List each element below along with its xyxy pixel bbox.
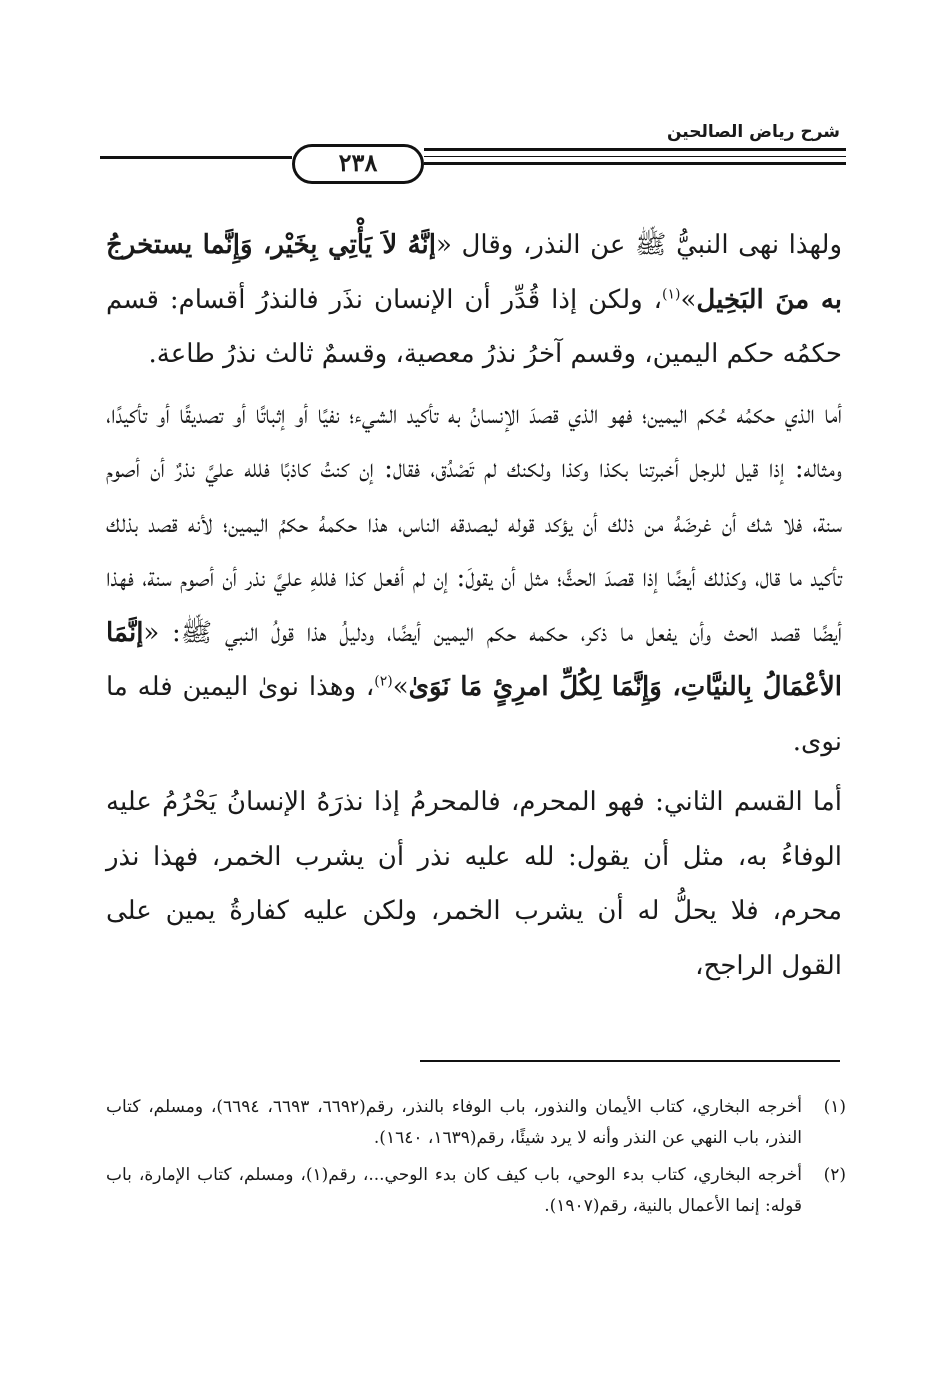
paragraph-3: أما القسم الثاني: فهو المحرم، فالمحرمُ إذا نذرَهُ الإنسانُ يَحْرُمُ عليه الوفاءُ به، مثل أن يقول: لله عليه نذر أن يشرب الخمر، فهذا نذر محرم، فلا يحلُّ له أن يشرب الخمر، ولكن عليه كفارةُ يمين على القول الراجح،: [106, 787, 842, 981]
p1-footnote-ref: (١): [662, 285, 681, 302]
footnote-number: (١): [823, 1097, 846, 1117]
footnote-number: (٢): [823, 1165, 846, 1185]
p1-hadith: إنَّهُ لاَ يَأْتِي بِخَيْر، وَإِنَّما يستخرجُ به منَ البَخِيل: [106, 230, 843, 315]
p1-text-c: ، ولكن إذا قُدِّر أن الإنسان نذَر فالنذرُ أقسام: قسم حكمُه حكم اليمين، وقسم آخرُ نذرُ معصية، وقسمٌ ثالث نذرُ طاعة.: [106, 284, 842, 369]
p2-text-c: ، وهذا نوىٰ اليمين فله ما نوى.: [106, 672, 842, 757]
page-number-container: [100, 144, 846, 184]
footnote-item: [106, 1092, 846, 1154]
footnote-text: أخرجه البخاري، كتاب الأيمان والنذور، باب الوفاء بالنذر، رقم(٦٦٩٢، ٦٦٩٣، ٦٦٩٤)، ومسلم، كتاب النذر، باب النهي عن النذر وأنه لا يرد شيئًا، رقم(١٦٣٩، ١٦٤٠).: [106, 1097, 803, 1148]
p1-text-b: »: [680, 284, 697, 315]
p2-text-a: أما الذي حكمُه حُكم اليمين؛ فهو الذي قصدَ الإنسانُ به تأكيد الشيء؛ نفيًا أو إثباتًا أو تصديقًا أو تأكيدًا، ومثاله: إذا قيل للرجل أخبرتنا بكذا وكذا ولكنك لم تَصْدُق، فقال: إن كنتُ كاذبًا فلله عليَّ نذرٌ أن أصوم سنة، فلا شك أن غرضَهُ من ذلك أن يؤكد قوله ليصدقه الناس، هذا حكمهُ حكمُ اليمين؛ لأنه قصد بذلك تأكيد ما قال، وكذلك أيضًا إذا قصدَ الحثَّ؛ مثل أن يقولَ: إن لم أفعل كذا فللهِ عليَّ نذر أن أصوم سنة، فهذا أيضًا قصد الحث وأن يفعل ما ذكر، حكمه حكم اليمين أيضًا، ودليلُ هذا قولُ النبي ﷺ: «: [106, 399, 842, 648]
footnote-separator: [420, 1060, 840, 1062]
footnote-text: أخرجه البخاري، كتاب بدء الوحي، باب كيف كان بدء الوحي...، رقم(١)، ومسلم، كتاب الإمارة، باب قوله: إنما الأعمال بالنية، رقم(١٩٠٧).: [106, 1165, 802, 1216]
p2-footnote-ref: (٢): [374, 673, 393, 690]
p2-text-b: »: [392, 672, 409, 702]
page-header: [100, 118, 846, 188]
p2-hadith: إنَّمَا الأعْمَالُ بِالنيَّاتِ، وَإِنَّمَا لِكُلِّ امرِئٍ مَا نَوَىٰ: [106, 617, 843, 702]
book-title: شرح رياض الصالحين: [666, 122, 840, 142]
main-text: [106, 218, 842, 993]
paragraph-1: [106, 218, 842, 382]
footnote-item: [106, 1160, 846, 1222]
page-number: ٢٣٨: [292, 144, 424, 184]
paragraph-2: [106, 388, 842, 770]
p1-text-a: ولهذا نهى النبيُّ ﷺ عن النذر، وقال «: [436, 230, 843, 260]
footnotes: [106, 1092, 846, 1228]
